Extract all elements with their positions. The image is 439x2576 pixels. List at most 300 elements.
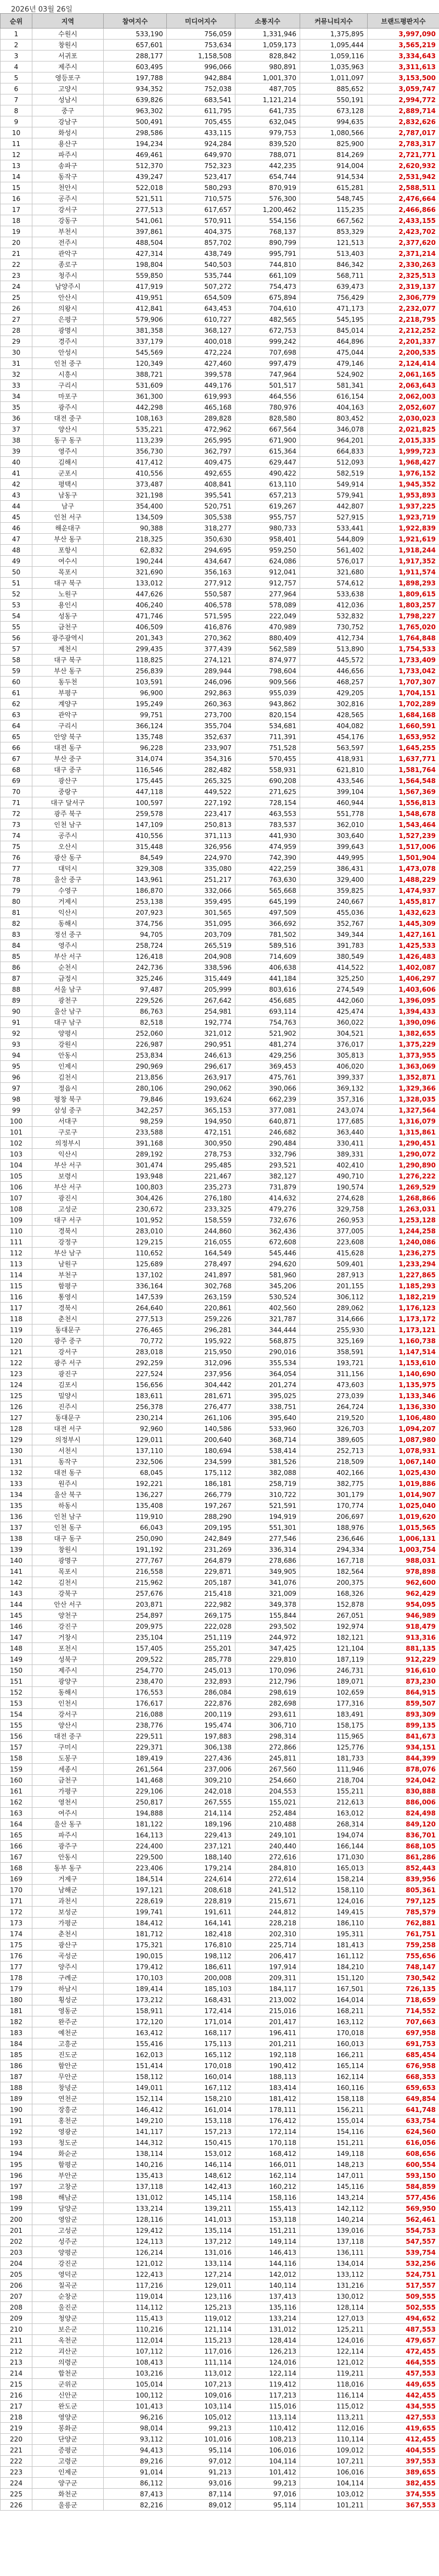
table-row xyxy=(1,2082,439,2093)
table-row xyxy=(1,1632,439,1643)
cell-participation: 86,112 xyxy=(104,2478,167,2489)
cell-region: 영주시 xyxy=(32,940,104,951)
cell-participation: 128,116 xyxy=(104,2214,167,2225)
cell-media: 241,897 xyxy=(167,1270,235,1281)
cell-region: 남양주시 xyxy=(32,281,104,292)
cell-community: 399,104 xyxy=(300,786,368,797)
table-row xyxy=(1,2478,439,2489)
cell-participation: 381,358 xyxy=(104,325,167,336)
cell-community: 268,314 xyxy=(300,1819,368,1830)
cell-rank: 217 xyxy=(1,2401,32,2412)
cell-brand-index: 1,501,904 xyxy=(368,852,439,863)
cell-brand-index: 2,721,771 xyxy=(368,149,439,160)
cell-participation: 155,416 xyxy=(104,2038,167,2049)
cell-participation: 96,216 xyxy=(104,2412,167,2423)
cell-participation: 147,539 xyxy=(104,1292,167,1303)
header-community: 커뮤니티지수 xyxy=(300,14,368,29)
cell-brand-index: 2,200,535 xyxy=(368,347,439,358)
cell-region: 강서구 xyxy=(32,1709,104,1720)
table-row xyxy=(1,1654,439,1665)
cell-participation: 194,234 xyxy=(104,138,167,149)
cell-region: 김포시 xyxy=(32,1379,104,1390)
table-row xyxy=(1,1907,439,1918)
cell-region: 단양군 xyxy=(32,2434,104,2445)
cell-brand-index: 714,552 xyxy=(368,2005,439,2016)
table-row xyxy=(1,1720,439,1731)
cell-region: 부산 서구 xyxy=(32,1182,104,1193)
cell-community: 181,413 xyxy=(300,1940,368,1951)
cell-rank: 144 xyxy=(1,1599,32,1610)
cell-community: 568,711 xyxy=(300,270,368,281)
cell-brand-index: 1,543,464 xyxy=(368,819,439,830)
cell-rank: 34 xyxy=(1,391,32,402)
cell-participation: 137,102 xyxy=(104,1270,167,1281)
cell-region: 중구 xyxy=(32,105,104,116)
cell-communication: 742,390 xyxy=(235,852,300,863)
cell-participation: 230,214 xyxy=(104,1412,167,1423)
cell-media: 356,163 xyxy=(167,567,235,578)
cell-region: 동해시 xyxy=(32,918,104,929)
table-row xyxy=(1,215,439,226)
cell-communication: 181,412 xyxy=(235,2093,300,2104)
table-row xyxy=(1,1764,439,1775)
cell-rank: 111 xyxy=(1,1237,32,1248)
table-row xyxy=(1,1742,439,1753)
cell-media: 193,624 xyxy=(167,1094,235,1105)
cell-communication: 645,199 xyxy=(235,896,300,907)
cell-community: 468,257 xyxy=(300,677,368,688)
cell-rank: 190 xyxy=(1,2104,32,2115)
cell-region: 인천 서구 xyxy=(32,512,104,523)
cell-media: 231,269 xyxy=(167,1544,235,1555)
cell-media: 277,912 xyxy=(167,578,235,589)
cell-brand-index: 1,765,020 xyxy=(368,622,439,633)
cell-brand-index: 427,553 xyxy=(368,2412,439,2423)
cell-region: 파주시 xyxy=(32,149,104,160)
table-row xyxy=(1,929,439,940)
cell-communication: 828,842 xyxy=(235,51,300,62)
cell-community: 673,128 xyxy=(300,105,368,116)
cell-region: 의령군 xyxy=(32,2357,104,2368)
cell-rank: 114 xyxy=(1,1270,32,1281)
cell-media: 123,116 xyxy=(167,2291,235,2302)
cell-communication: 377,081 xyxy=(235,1105,300,1116)
cell-region: 보령시 xyxy=(32,1171,104,1182)
cell-media: 265,325 xyxy=(167,775,235,786)
cell-brand-index: 608,656 xyxy=(368,2148,439,2159)
cell-participation: 133,012 xyxy=(104,578,167,589)
cell-rank: 200 xyxy=(1,2214,32,2225)
cell-community: 101,211 xyxy=(300,2500,368,2511)
cell-region: 광주 서구 xyxy=(32,1357,104,1368)
cell-media: 161,014 xyxy=(167,2104,235,2115)
cell-brand-index: 2,015,335 xyxy=(368,435,439,446)
cell-participation: 283,018 xyxy=(104,1346,167,1357)
cell-media: 254,981 xyxy=(167,1006,235,1017)
cell-participation: 289,192 xyxy=(104,1149,167,1160)
cell-communication: 672,608 xyxy=(235,1237,300,1248)
cell-community: 415,628 xyxy=(300,1248,368,1259)
cell-rank: 112 xyxy=(1,1248,32,1259)
cell-region: 종로구 xyxy=(32,259,104,270)
cell-communication: 909,566 xyxy=(235,677,300,688)
cell-region: 원주시 xyxy=(32,1478,104,1489)
header-rank: 순위 xyxy=(1,14,32,29)
cell-rank: 174 xyxy=(1,1929,32,1940)
cell-brand-index: 1,153,610 xyxy=(368,1357,439,1368)
table-row xyxy=(1,1951,439,1962)
cell-community: 166,211 xyxy=(300,2049,368,2060)
cell-region: 진주시 xyxy=(32,1401,104,1412)
cell-region: 구리시 xyxy=(32,720,104,731)
cell-rank: 16 xyxy=(1,193,32,204)
cell-rank: 42 xyxy=(1,479,32,490)
table-row xyxy=(1,237,439,248)
cell-rank: 79 xyxy=(1,885,32,896)
cell-media: 996,066 xyxy=(167,62,235,72)
cell-region: 경북시 xyxy=(32,1303,104,1314)
table-row xyxy=(1,1731,439,1742)
cell-community: 177,685 xyxy=(300,1116,368,1127)
cell-communication: 870,919 xyxy=(235,182,300,193)
cell-region: 남원구 xyxy=(32,1259,104,1270)
cell-communication: 979,753 xyxy=(235,127,300,138)
cell-brand-index: 1,087,980 xyxy=(368,1434,439,1445)
cell-region: 인천 남구 xyxy=(32,1511,104,1522)
cell-communication: 272,614 xyxy=(235,1874,300,1885)
cell-region: 대구 북구 xyxy=(32,655,104,666)
cell-region: 통영시 xyxy=(32,1292,104,1303)
cell-region: 관악구 xyxy=(32,709,104,720)
cell-community: 243,074 xyxy=(300,1105,368,1116)
cell-community: 167,501 xyxy=(300,1983,368,1994)
cell-communication: 581,960 xyxy=(235,1270,300,1281)
cell-rank: 218 xyxy=(1,2412,32,2423)
cell-rank: 191 xyxy=(1,2115,32,2126)
cell-communication: 530,524 xyxy=(235,1292,300,1303)
cell-community: 212,613 xyxy=(300,1797,368,1808)
table-row xyxy=(1,1292,439,1303)
cell-region: 칠곡군 xyxy=(32,2280,104,2291)
cell-community: 414,522 xyxy=(300,962,368,973)
table-row xyxy=(1,841,439,852)
cell-region: 무안군 xyxy=(32,2071,104,2082)
cell-brand-index: 494,652 xyxy=(368,2313,439,2324)
cell-rank: 129 xyxy=(1,1434,32,1445)
cell-media: 649,970 xyxy=(167,149,235,160)
cell-participation: 657,601 xyxy=(104,40,167,51)
table-row xyxy=(1,116,439,127)
cell-communication: 204,553 xyxy=(235,1786,300,1797)
cell-rank: 96 xyxy=(1,1072,32,1083)
cell-rank: 198 xyxy=(1,2192,32,2203)
cell-rank: 189 xyxy=(1,2093,32,2104)
cell-community: 142,112 xyxy=(300,2203,368,2214)
cell-participation: 315,448 xyxy=(104,841,167,852)
cell-media: 111,114 xyxy=(167,2357,235,2368)
cell-media: 263,159 xyxy=(167,1292,235,1303)
cell-communication: 155,844 xyxy=(235,1610,300,1621)
cell-brand-index: 1,474,937 xyxy=(368,885,439,896)
cell-community: 532,832 xyxy=(300,611,368,622)
cell-region: 성남시 xyxy=(32,94,104,105)
cell-media: 377,439 xyxy=(167,644,235,655)
cell-communication: 336,314 xyxy=(235,1544,300,1555)
cell-participation: 89,216 xyxy=(104,2456,167,2467)
cell-brand-index: 868,105 xyxy=(368,1841,439,1852)
cell-rank: 5 xyxy=(1,72,32,83)
cell-media: 368,127 xyxy=(167,325,235,336)
cell-participation: 82,518 xyxy=(104,1017,167,1028)
cell-brand-index: 2,062,003 xyxy=(368,391,439,402)
cell-participation: 276,465 xyxy=(104,1325,167,1336)
cell-community: 579,941 xyxy=(300,490,368,501)
cell-region: 광주 북구 xyxy=(32,808,104,819)
cell-region: 괴산군 xyxy=(32,2346,104,2357)
cell-community: 139,016 xyxy=(300,2225,368,2236)
cell-participation: 173,212 xyxy=(104,1994,167,2005)
table-row xyxy=(1,731,439,742)
cell-region: 인천 남구 xyxy=(32,819,104,830)
cell-community: 289,062 xyxy=(300,1303,368,1314)
cell-region: 하동시 xyxy=(32,1500,104,1511)
cell-rank: 27 xyxy=(1,314,32,325)
cell-participation: 120,349 xyxy=(104,358,167,369)
cell-brand-index: 1,426,483 xyxy=(368,951,439,962)
cell-communication: 463,553 xyxy=(235,808,300,819)
cell-media: 400,018 xyxy=(167,336,235,347)
cell-region: 용산구 xyxy=(32,138,104,149)
cell-media: 300,950 xyxy=(167,1138,235,1149)
cell-brand-index: 1,173,121 xyxy=(368,1325,439,1336)
table-row xyxy=(1,1698,439,1709)
cell-region: 광산구 xyxy=(32,1940,104,1951)
cell-media: 200,640 xyxy=(167,1434,235,1445)
cell-communication: 168,412 xyxy=(235,2148,300,2159)
cell-communication: 874,977 xyxy=(235,655,300,666)
table-row xyxy=(1,2269,439,2280)
cell-media: 176,810 xyxy=(167,1940,235,1951)
cell-participation: 108,163 xyxy=(104,413,167,424)
cell-brand-index: 412,455 xyxy=(368,2434,439,2445)
cell-participation: 91,014 xyxy=(104,2467,167,2478)
cell-community: 425,474 xyxy=(300,1006,368,1017)
cell-communication: 632,045 xyxy=(235,116,300,127)
cell-participation: 189,414 xyxy=(104,1983,167,1994)
cell-rank: 181 xyxy=(1,2005,32,2016)
cell-communication: 1,200,462 xyxy=(235,204,300,215)
cell-brand-index: 844,399 xyxy=(368,1753,439,1764)
cell-participation: 126,214 xyxy=(104,2247,167,2258)
cell-media: 472,224 xyxy=(167,347,235,358)
cell-community: 193,721 xyxy=(300,1357,368,1368)
cell-region: 구로구 xyxy=(32,1127,104,1138)
cell-media: 619,993 xyxy=(167,391,235,402)
cell-community: 122,114 xyxy=(300,2346,368,2357)
cell-region: 안양 북구 xyxy=(32,731,104,742)
cell-community: 124,016 xyxy=(300,2335,368,2346)
cell-participation: 373,487 xyxy=(104,479,167,490)
cell-communication: 272,866 xyxy=(235,1742,300,1753)
cell-brand-index: 924,042 xyxy=(368,1775,439,1786)
cell-rank: 80 xyxy=(1,896,32,907)
table-row xyxy=(1,1972,439,1983)
cell-media: 465,168 xyxy=(167,402,235,413)
cell-media: 197,883 xyxy=(167,1731,235,1742)
table-row xyxy=(1,2071,439,2082)
cell-rank: 152 xyxy=(1,1687,32,1698)
cell-region: 군위군 xyxy=(32,2379,104,2390)
cell-participation: 388,721 xyxy=(104,369,167,380)
cell-participation: 242,736 xyxy=(104,962,167,973)
cell-media: 167,112 xyxy=(167,2082,235,2093)
cell-communication: 240,440 xyxy=(235,1841,300,1852)
cell-participation: 152,114 xyxy=(104,2093,167,2104)
cell-media: 237,006 xyxy=(167,1764,235,1775)
cell-region: 광주 중구 xyxy=(32,1336,104,1346)
cell-brand-index: 2,212,252 xyxy=(368,325,439,336)
cell-participation: 226,987 xyxy=(104,1039,167,1050)
cell-brand-index: 3,565,219 xyxy=(368,40,439,51)
cell-brand-index: 836,701 xyxy=(368,1830,439,1841)
cell-brand-index: 1,581,764 xyxy=(368,764,439,775)
cell-brand-index: 1,921,619 xyxy=(368,534,439,545)
cell-community: 218,509 xyxy=(300,1456,368,1467)
cell-rank: 146 xyxy=(1,1621,32,1632)
cell-community: 111,946 xyxy=(300,1764,368,1775)
cell-media: 265,995 xyxy=(167,435,235,446)
cell-rank: 203 xyxy=(1,2247,32,2258)
cell-brand-index: 830,888 xyxy=(368,1786,439,1797)
cell-participation: 199,741 xyxy=(104,1907,167,1918)
cell-rank: 88 xyxy=(1,984,32,995)
cell-media: 654,509 xyxy=(167,292,235,303)
cell-rank: 169 xyxy=(1,1874,32,1885)
cell-rank: 132 xyxy=(1,1467,32,1478)
cell-brand-index: 864,915 xyxy=(368,1687,439,1698)
cell-region: 영주시 xyxy=(32,446,104,457)
table-body xyxy=(1,29,439,2511)
cell-region: 밀양시 xyxy=(32,1390,104,1401)
header-media: 미디어지수 xyxy=(167,14,235,29)
cell-communication: 196,411 xyxy=(235,2027,300,2038)
cell-participation: 195,249 xyxy=(104,699,167,709)
cell-region: 금정시 xyxy=(32,973,104,984)
cell-community: 412,036 xyxy=(300,600,368,611)
table-row xyxy=(1,1940,439,1951)
table-row xyxy=(1,1852,439,1863)
cell-region: 하남시 xyxy=(32,1983,104,1994)
cell-media: 198,112 xyxy=(167,1951,235,1962)
cell-participation: 100,803 xyxy=(104,1182,167,1193)
cell-brand-index: 3,997,090 xyxy=(368,29,439,40)
table-row xyxy=(1,2258,439,2269)
cell-participation: 304,426 xyxy=(104,1193,167,1204)
cell-brand-index: 878,076 xyxy=(368,1764,439,1775)
cell-brand-index: 569,950 xyxy=(368,2203,439,2214)
cell-media: 215,418 xyxy=(167,1588,235,1599)
cell-community: 471,173 xyxy=(300,303,368,314)
table-row xyxy=(1,72,439,83)
cell-region: 대전 동구 xyxy=(32,1467,104,1478)
cell-community: 104,114 xyxy=(300,2478,368,2489)
cell-media: 242,849 xyxy=(167,1533,235,1544)
cell-communication: 293,502 xyxy=(235,1621,300,1632)
cell-brand-index: 881,135 xyxy=(368,1643,439,1654)
table-row xyxy=(1,325,439,336)
cell-media: 133,114 xyxy=(167,2258,235,2269)
cell-participation: 238,470 xyxy=(104,1676,167,1687)
cell-rank: 82 xyxy=(1,918,32,929)
cell-region: 제주시 xyxy=(32,1665,104,1676)
cell-community: 102,659 xyxy=(300,1687,368,1698)
cell-communication: 980,891 xyxy=(235,62,300,72)
cell-community: 376,017 xyxy=(300,1039,368,1050)
cell-media: 117,016 xyxy=(167,2346,235,2357)
cell-community: 143,214 xyxy=(300,2192,368,2203)
table-row xyxy=(1,1863,439,1874)
cell-region: 파주시 xyxy=(32,1830,104,1841)
cell-media: 97,012 xyxy=(167,2456,235,2467)
cell-brand-index: 2,052,607 xyxy=(368,402,439,413)
table-row xyxy=(1,1511,439,1522)
cell-participation: 170,103 xyxy=(104,1972,167,1983)
cell-community: 267,051 xyxy=(300,1610,368,1621)
cell-participation: 229,106 xyxy=(104,1786,167,1797)
cell-community: 154,116 xyxy=(300,2126,368,2137)
cell-rank: 135 xyxy=(1,1500,32,1511)
cell-media: 267,555 xyxy=(167,1797,235,1808)
cell-communication: 521,902 xyxy=(235,1028,300,1039)
cell-community: 513,403 xyxy=(300,248,368,259)
cell-rank: 124 xyxy=(1,1379,32,1390)
cell-community: 183,491 xyxy=(300,1709,368,1720)
cell-media: 179,214 xyxy=(167,1863,235,1874)
cell-communication: 347,425 xyxy=(235,1643,300,1654)
cell-region: 포천시 xyxy=(32,1643,104,1654)
cell-communication: 364,054 xyxy=(235,1368,300,1379)
table-row xyxy=(1,1149,439,1160)
table-row xyxy=(1,2192,439,2203)
cell-communication: 158,116 xyxy=(235,2192,300,2203)
cell-community: 428,565 xyxy=(300,709,368,720)
cell-rank: 25 xyxy=(1,292,32,303)
cell-communication: 215,671 xyxy=(235,1896,300,1907)
cell-region: 은평구 xyxy=(32,314,104,325)
cell-rank: 83 xyxy=(1,929,32,940)
cell-community: 1,375,895 xyxy=(300,29,368,40)
cell-communication: 252,484 xyxy=(235,1808,300,1819)
cell-brand-index: 1,564,548 xyxy=(368,775,439,786)
cell-media: 409,475 xyxy=(167,457,235,468)
cell-participation: 230,672 xyxy=(104,1204,167,1215)
table-row xyxy=(1,951,439,962)
cell-region: 증평군 xyxy=(32,2445,104,2456)
cell-communication: 160,212 xyxy=(235,2181,300,2192)
cell-region: 춘천시 xyxy=(32,1314,104,1325)
cell-brand-index: 1,290,072 xyxy=(368,1149,439,1160)
cell-rank: 207 xyxy=(1,2291,32,2302)
cell-region: 강서구 xyxy=(32,1346,104,1357)
table-row xyxy=(1,589,439,600)
cell-media: 251,217 xyxy=(167,874,235,885)
cell-participation: 113,239 xyxy=(104,435,167,446)
cell-brand-index: 397,553 xyxy=(368,2456,439,2467)
cell-communication: 290,484 xyxy=(235,1138,300,1149)
cell-communication: 368,714 xyxy=(235,1434,300,1445)
cell-rank: 58 xyxy=(1,655,32,666)
table-row xyxy=(1,808,439,819)
